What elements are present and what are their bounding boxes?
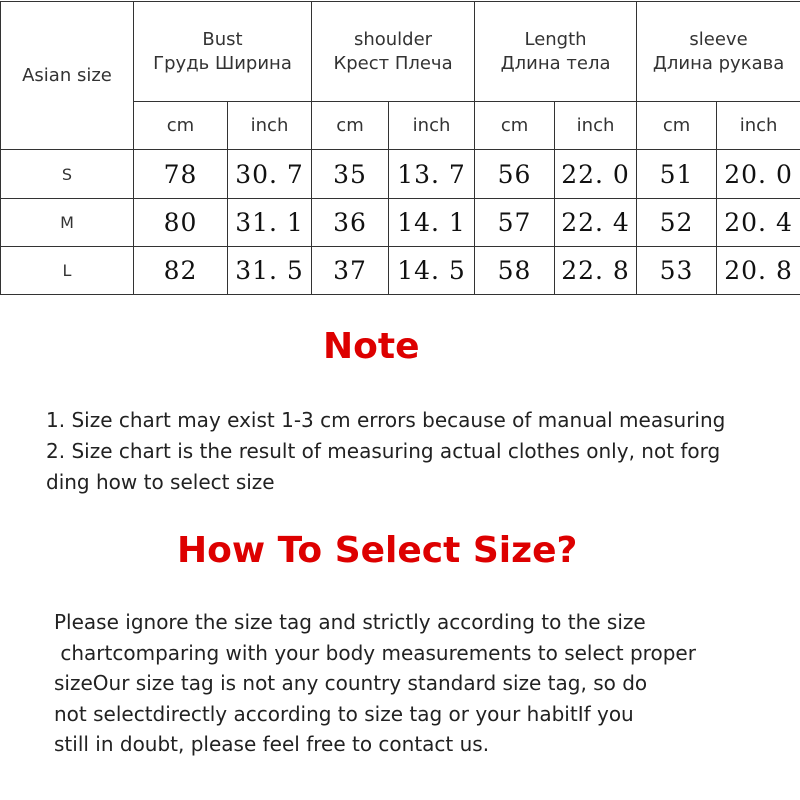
value-cell: 20. 8 <box>717 246 800 294</box>
shoulder-header-ru: Крест Плеча <box>333 52 453 74</box>
value-cell: 22. 4 <box>555 198 637 246</box>
size-cell: M <box>1 198 134 246</box>
value-cell: 35 <box>312 150 389 198</box>
unit-header-cell: cm <box>312 102 389 150</box>
bust-header-ru: Грудь Ширина <box>153 52 292 74</box>
shoulder-header-cell <box>312 2 475 102</box>
size-cell: L <box>1 246 134 294</box>
value-cell: 37 <box>312 246 389 294</box>
instruction-line: sizeOur size tag is not any country standard size tag, so do <box>54 671 648 695</box>
size-cell: S <box>1 150 134 198</box>
length-header-cell <box>475 2 637 102</box>
instruction-line: Please ignore the size tag and strictly according to the size <box>54 610 646 634</box>
instruction-line: still in doubt, please feel free to contact us. <box>54 732 490 756</box>
note-line: 1. Size chart may exist 1-3 cm errors because of manual measuring <box>46 408 726 432</box>
value-cell: 31. 1 <box>228 198 312 246</box>
value-cell: 78 <box>134 150 228 198</box>
note-line: 2. Size chart is the result of measuring actual clothes only, not forg <box>46 439 721 463</box>
how-to-select-heading: How To Select Size? <box>177 530 578 571</box>
value-cell: 51 <box>637 150 717 198</box>
table-row <box>1 246 800 294</box>
asian-size-label: Asian size <box>22 64 112 86</box>
value-cell: 30. 7 <box>228 150 312 198</box>
unit-header-cell: cm <box>475 102 555 150</box>
size-chart-table <box>0 1 800 295</box>
value-cell: 52 <box>637 198 717 246</box>
unit-header-cell: cm <box>637 102 717 150</box>
value-cell: 56 <box>475 150 555 198</box>
sleeve-header-en: sleeve <box>689 28 748 50</box>
length-header-en: Length <box>524 28 587 50</box>
shoulder-header-en: shoulder <box>353 28 433 50</box>
value-cell: 57 <box>475 198 555 246</box>
instruction-line: not selectdirectly according to size tag or your habitIf you <box>54 701 634 726</box>
unit-header-cell: inch <box>228 102 312 150</box>
note-heading: Note <box>323 326 420 367</box>
note-line: ding how to select size <box>46 470 275 494</box>
value-cell: 13. 7 <box>389 150 475 198</box>
note-text <box>46 405 800 498</box>
unit-header-cell: inch <box>389 102 475 150</box>
bust-header-en: Bust <box>202 28 243 50</box>
table-row <box>1 198 800 246</box>
value-cell: 36 <box>312 198 389 246</box>
value-cell: 14. 1 <box>389 198 475 246</box>
bust-header-cell <box>134 2 312 102</box>
value-cell: 31. 5 <box>228 246 312 294</box>
group-header-row <box>1 2 800 102</box>
value-cell: 20. 4 <box>717 198 800 246</box>
sleeve-header-cell <box>637 2 800 102</box>
unit-header-cell: inch <box>555 102 637 150</box>
instruction-line: chartcomparing with your body measurements to select proper <box>54 640 696 665</box>
unit-header-cell: inch <box>717 102 800 150</box>
value-cell: 22. 8 <box>555 246 637 294</box>
sleeve-header-ru: Длина рукава <box>652 52 785 74</box>
value-cell: 14. 5 <box>389 246 475 294</box>
corner-header-cell <box>1 2 134 150</box>
value-cell: 22. 0 <box>555 150 637 198</box>
value-cell: 53 <box>637 246 717 294</box>
value-cell: 80 <box>134 198 228 246</box>
value-cell: 58 <box>475 246 555 294</box>
value-cell: 20. 0 <box>717 150 800 198</box>
value-cell: 82 <box>134 246 228 294</box>
length-header-ru: Длина тела <box>500 52 611 74</box>
table-row <box>1 150 800 198</box>
how-to-select-text <box>54 607 800 760</box>
unit-header-cell: cm <box>134 102 228 150</box>
